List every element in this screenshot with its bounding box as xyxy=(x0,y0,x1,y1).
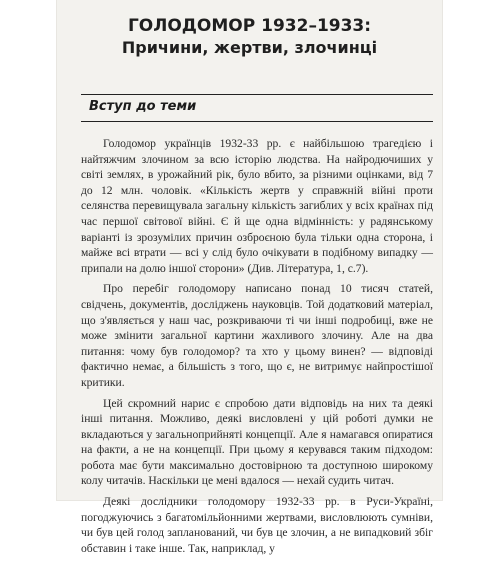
body-text xyxy=(81,136,433,561)
book-page xyxy=(57,0,442,555)
page-title: ГОЛОДОМОР 1932–1933: xyxy=(127,16,372,36)
section-heading-bar xyxy=(81,94,433,122)
paragraph-1: Голодомор українців 1932-33 рр. є найбільшою трагедією і найтяжчим злочином за всю історію людства. На найродючиших у світі землях, в урожайний рік, було вбито, за різними оцінками, від 7 до 12 млн. чоловік. «Кількість жертв у справжній війні проти селянства перевищувала загальну кількість загиблих у всіх країнах під час першої світової війні. Є й ще одна відмінність: у радянському варіанті із зрозумілих причин озброєною була тільки одна сторона, і майже всі втрати — всі у слід було очікувати в подібному випадку — припали на долю іншої сторони» (Див. Література, 1, с.7). xyxy=(81,137,433,275)
page-subtitle: Причини, жертви, злочинці xyxy=(121,38,378,57)
paragraph-3: Цей скромний нарис є спробою дати відповідь на них та деякі інші питання. Можливо, деякі висловлені у цій роботі думки не вкладаються у загальноприйняті концепції. Але я намагався опиратися на факти, а не на концепції. При цьому я керувався таким підходом: робота має бути максимально достовірною та доступною широкому колу читачів. Наскільки це мені вдалося — нехай судить читач. xyxy=(81,396,433,488)
paragraph-2: Про перебіг голодомору написано понад 10 тисяч статей, свідчень, документів, досліджень науковців. Той додатковий матеріал, що з'являється у наш час, розкриваючи ті чи інші подробиці, вже не може змінити загальної картини жахливого злочину. Але на два питання: чому був голодомор? та хто у цьому винен? — відповіді фактично немає, а більшість з того, що є, не витримує найпростішої критики. xyxy=(81,282,433,389)
section-heading: Вступ до теми xyxy=(89,99,197,114)
paragraph-4: Деякі дослідники голодомору 1932-33 рр. в Руси-Україні, погоджуючись з багатомільйонними жертвами, висловлюють сумніви, чи був цей голод запланований, чи був це злочин, а не випадковий збіг обставин і таке інше. Так, наприклад, у xyxy=(81,495,433,555)
